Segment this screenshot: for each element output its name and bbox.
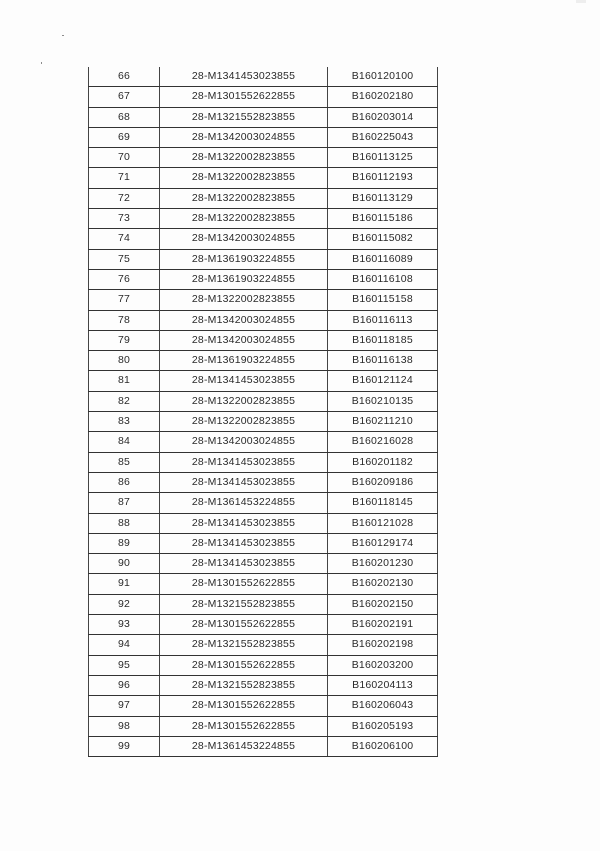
row-number-cell: 80 [89, 351, 160, 371]
serial-number-cell: B160121028 [328, 513, 438, 533]
part-number-cell: 28-M1341453023855 [160, 554, 328, 574]
table-row [89, 310, 438, 330]
row-number-cell: 82 [89, 391, 160, 411]
row-number-cell: 76 [89, 269, 160, 289]
table-row [89, 168, 438, 188]
part-number-cell: 28-M1321552823855 [160, 635, 328, 655]
row-number-cell: 84 [89, 432, 160, 452]
table-row [89, 412, 438, 432]
serial-number-cell: B160115082 [328, 229, 438, 249]
part-number-cell: 28-M1342003024855 [160, 229, 328, 249]
part-number-cell: 28-M1361453224855 [160, 736, 328, 756]
serial-number-cell: B160225043 [328, 127, 438, 147]
serial-number-cell: B160209186 [328, 472, 438, 492]
serial-number-cell: B160118185 [328, 330, 438, 350]
row-number-cell: 81 [89, 371, 160, 391]
row-number-cell: 86 [89, 472, 160, 492]
table-row [89, 472, 438, 492]
serial-number-cell: B160116108 [328, 269, 438, 289]
part-number-cell: 28-M1301552622855 [160, 716, 328, 736]
row-number-cell: 92 [89, 594, 160, 614]
part-number-cell: 28-M1342003024855 [160, 127, 328, 147]
part-number-cell: 28-M1322002823855 [160, 148, 328, 168]
row-number-cell: 94 [89, 635, 160, 655]
part-number-cell: 28-M1322002823855 [160, 209, 328, 229]
table-row [89, 290, 438, 310]
row-number-cell: 72 [89, 188, 160, 208]
row-number-cell: 93 [89, 615, 160, 635]
serial-number-cell: B160121124 [328, 371, 438, 391]
table-row [89, 594, 438, 614]
serial-number-cell: B160202191 [328, 615, 438, 635]
table-row [89, 127, 438, 147]
serial-number-cell: B160204113 [328, 675, 438, 695]
part-number-cell: 28-M1321552823855 [160, 675, 328, 695]
part-number-cell: 28-M1341453023855 [160, 533, 328, 553]
serial-number-cell: B160202130 [328, 574, 438, 594]
serial-number-cell: B160201182 [328, 452, 438, 472]
table-row [89, 513, 438, 533]
serial-number-cell: B160206100 [328, 736, 438, 756]
table-row [89, 371, 438, 391]
table-row [89, 493, 438, 513]
row-number-cell: 77 [89, 290, 160, 310]
serial-number-cell: B160210135 [328, 391, 438, 411]
row-number-cell: 91 [89, 574, 160, 594]
table-row [89, 615, 438, 635]
table-row [89, 675, 438, 695]
table-row [89, 574, 438, 594]
records-table-body [89, 67, 438, 757]
part-number-cell: 28-M1301552622855 [160, 655, 328, 675]
table-row [89, 269, 438, 289]
table-row [89, 249, 438, 269]
part-number-cell: 28-M1301552622855 [160, 696, 328, 716]
part-number-cell: 28-M1322002823855 [160, 391, 328, 411]
table-row [89, 351, 438, 371]
row-number-cell: 88 [89, 513, 160, 533]
table-row [89, 107, 438, 127]
serial-number-cell: B160113125 [328, 148, 438, 168]
row-number-cell: 87 [89, 493, 160, 513]
table-row [89, 229, 438, 249]
scan-speck [62, 35, 64, 36]
serial-number-cell: B160205193 [328, 716, 438, 736]
part-number-cell: 28-M1341453023855 [160, 67, 328, 87]
table-row [89, 635, 438, 655]
records-table [88, 67, 438, 757]
table-row [89, 432, 438, 452]
table-row [89, 391, 438, 411]
table-row [89, 67, 438, 87]
part-number-cell: 28-M1321552823855 [160, 107, 328, 127]
serial-number-cell: B160202198 [328, 635, 438, 655]
scan-edge-mark [576, 0, 586, 3]
row-number-cell: 66 [89, 67, 160, 87]
row-number-cell: 78 [89, 310, 160, 330]
table-row [89, 188, 438, 208]
row-number-cell: 68 [89, 107, 160, 127]
row-number-cell: 99 [89, 736, 160, 756]
serial-number-cell: B160202150 [328, 594, 438, 614]
serial-number-cell: B160202180 [328, 87, 438, 107]
table-row [89, 736, 438, 756]
table-row [89, 554, 438, 574]
table-row [89, 87, 438, 107]
serial-number-cell: B160118145 [328, 493, 438, 513]
serial-number-cell: B160116138 [328, 351, 438, 371]
table-row [89, 330, 438, 350]
row-number-cell: 95 [89, 655, 160, 675]
serial-number-cell: B160116113 [328, 310, 438, 330]
row-number-cell: 67 [89, 87, 160, 107]
row-number-cell: 83 [89, 412, 160, 432]
table-row [89, 716, 438, 736]
part-number-cell: 28-M1322002823855 [160, 412, 328, 432]
part-number-cell: 28-M1301552622855 [160, 574, 328, 594]
row-number-cell: 98 [89, 716, 160, 736]
row-number-cell: 69 [89, 127, 160, 147]
part-number-cell: 28-M1342003024855 [160, 310, 328, 330]
part-number-cell: 28-M1361903224855 [160, 249, 328, 269]
part-number-cell: 28-M1322002823855 [160, 188, 328, 208]
table-row [89, 148, 438, 168]
serial-number-cell: B160203014 [328, 107, 438, 127]
part-number-cell: 28-M1341453023855 [160, 472, 328, 492]
serial-number-cell: B160115186 [328, 209, 438, 229]
part-number-cell: 28-M1301552622855 [160, 87, 328, 107]
part-number-cell: 28-M1341453023855 [160, 513, 328, 533]
serial-number-cell: B160115158 [328, 290, 438, 310]
serial-number-cell: B160206043 [328, 696, 438, 716]
part-number-cell: 28-M1341453023855 [160, 452, 328, 472]
scan-speck [41, 62, 42, 64]
serial-number-cell: B160211210 [328, 412, 438, 432]
row-number-cell: 90 [89, 554, 160, 574]
row-number-cell: 96 [89, 675, 160, 695]
table-row [89, 452, 438, 472]
part-number-cell: 28-M1361453224855 [160, 493, 328, 513]
serial-number-cell: B160201230 [328, 554, 438, 574]
row-number-cell: 70 [89, 148, 160, 168]
serial-number-cell: B160120100 [328, 67, 438, 87]
part-number-cell: 28-M1361903224855 [160, 351, 328, 371]
row-number-cell: 73 [89, 209, 160, 229]
part-number-cell: 28-M1321552823855 [160, 594, 328, 614]
row-number-cell: 79 [89, 330, 160, 350]
table-row [89, 209, 438, 229]
serial-number-cell: B160129174 [328, 533, 438, 553]
serial-number-cell: B160113129 [328, 188, 438, 208]
table-row [89, 696, 438, 716]
serial-number-cell: B160116089 [328, 249, 438, 269]
serial-number-cell: B160216028 [328, 432, 438, 452]
part-number-cell: 28-M1342003024855 [160, 432, 328, 452]
part-number-cell: 28-M1342003024855 [160, 330, 328, 350]
part-number-cell: 28-M1361903224855 [160, 269, 328, 289]
row-number-cell: 85 [89, 452, 160, 472]
part-number-cell: 28-M1322002823855 [160, 290, 328, 310]
serial-number-cell: B160112193 [328, 168, 438, 188]
serial-number-cell: B160203200 [328, 655, 438, 675]
part-number-cell: 28-M1322002823855 [160, 168, 328, 188]
row-number-cell: 75 [89, 249, 160, 269]
row-number-cell: 74 [89, 229, 160, 249]
part-number-cell: 28-M1301552622855 [160, 615, 328, 635]
row-number-cell: 89 [89, 533, 160, 553]
part-number-cell: 28-M1341453023855 [160, 371, 328, 391]
row-number-cell: 97 [89, 696, 160, 716]
row-number-cell: 71 [89, 168, 160, 188]
table-row [89, 533, 438, 553]
table-row [89, 655, 438, 675]
